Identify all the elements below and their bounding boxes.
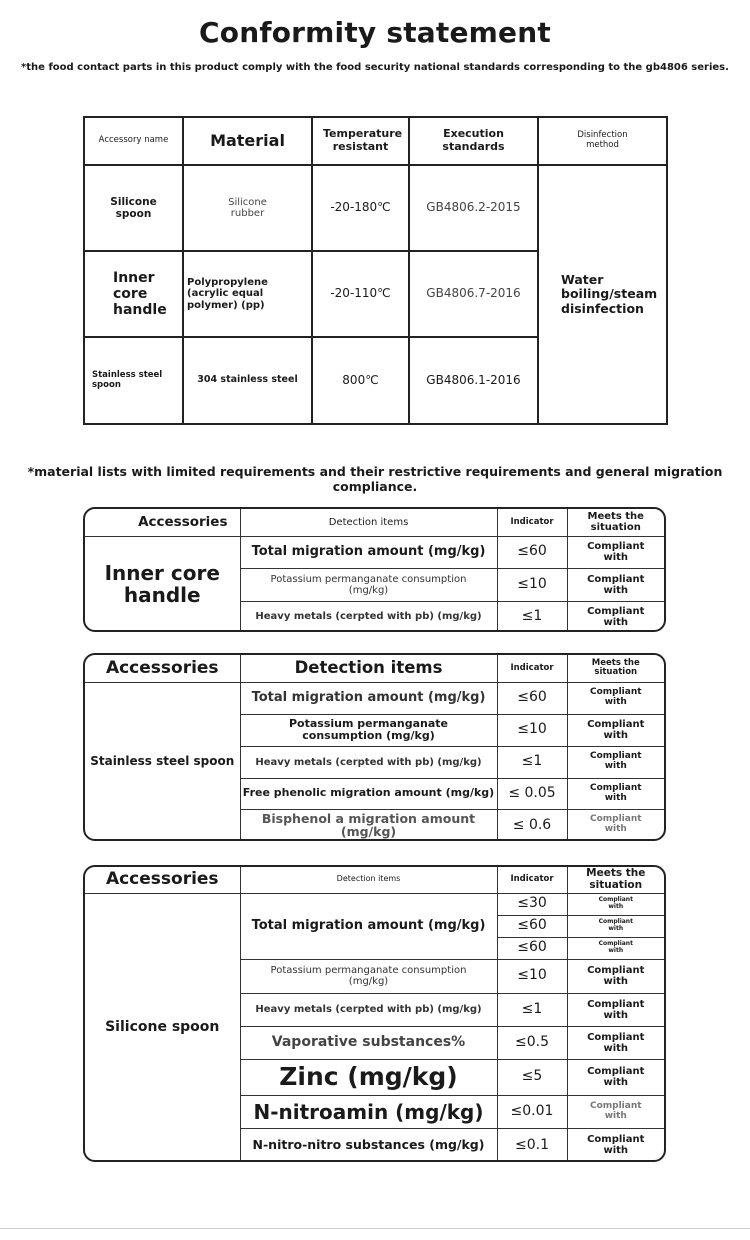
result-cell: Compliant with [567, 601, 664, 632]
item-cell: Heavy metals (cerpted with pb) (mg/kg) [240, 601, 497, 632]
item-cell: Total migration amount (mg/kg) [240, 536, 497, 568]
item-cell: Heavy metals (cerpted with pb) (mg/kg) [240, 993, 497, 1026]
header-detection-items: Detection items [240, 655, 497, 682]
material-cell: 304 stainless steel [183, 337, 312, 424]
result-cell: Compliant with [567, 746, 664, 778]
indicator-cell: ≤60 [497, 536, 567, 568]
table-row [85, 682, 664, 714]
indicator-cell: ≤0.1 [497, 1128, 567, 1162]
result-cell: Compliant with [567, 937, 664, 959]
accessory-cell: Inner core handle [85, 536, 240, 632]
result-cell: Compliant with [567, 536, 664, 568]
header-temperature: Temperature resistant [312, 117, 409, 165]
item-cell: N-nitro-nitro substances (mg/kg) [240, 1128, 497, 1162]
indicator-cell: ≤ 0.6 [497, 809, 567, 841]
standard-cell: GB4806.1-2016 [409, 337, 538, 424]
indicator-cell: ≤10 [497, 714, 567, 746]
header-disinfection: Disinfection method [538, 117, 667, 165]
header-meets: Meets the situation [567, 867, 664, 893]
header-standards: Execution standards [409, 117, 538, 165]
item-cell: Potassium permanganate consumption (mg/kg) [240, 568, 497, 601]
table-row [85, 536, 664, 568]
material-cell: Polypropylene (acrylic equal polymer) (pp) [183, 251, 312, 337]
temperature-cell: -20-180℃ [312, 165, 409, 251]
header-detection-items: Detection items [240, 509, 497, 536]
item-cell: N-nitroamin (mg/kg) [240, 1095, 497, 1128]
header-accessory-name: Accessory name [84, 117, 183, 165]
indicator-cell: ≤0.01 [497, 1095, 567, 1128]
material-table [83, 116, 668, 425]
result-cell: Compliant with [567, 714, 664, 746]
header-accessories: Accessories [85, 655, 240, 682]
item-cell: Free phenolic migration amount (mg/kg) [240, 778, 497, 809]
table-header-row [85, 509, 664, 536]
accessory-cell: Silicone spoon [85, 893, 240, 1162]
result-cell: Compliant with [567, 778, 664, 809]
indicator-cell: ≤1 [497, 746, 567, 778]
header-accessories: Accessories [85, 509, 240, 536]
stainless-steel-spoon-table [83, 653, 666, 841]
result-cell: Compliant with [567, 993, 664, 1026]
indicator-cell: ≤30 [497, 893, 567, 915]
header-accessories: Accessories [85, 867, 240, 893]
page-title: Conformity statement [199, 16, 551, 49]
header-indicator: Indicator [497, 509, 567, 536]
result-cell: Compliant with [567, 568, 664, 601]
result-cell: Compliant with [567, 682, 664, 714]
header-detection-items: Detection items [240, 867, 497, 893]
temperature-cell: 800℃ [312, 337, 409, 424]
item-cell: Potassium permanganate consumption (mg/kg) [240, 714, 497, 746]
indicator-cell: ≤1 [497, 993, 567, 1026]
disinfection-cell: Water boiling/steam disinfection [538, 165, 667, 424]
inner-core-handle-table [83, 507, 666, 632]
item-cell: Total migration amount (mg/kg) [240, 893, 497, 959]
material-table-header [84, 117, 667, 165]
result-cell: Compliant with [567, 1128, 664, 1162]
indicator-cell: ≤5 [497, 1059, 567, 1095]
accessory-cell: Stainless steel spoon [85, 682, 240, 841]
result-cell: Compliant with [567, 809, 664, 841]
indicator-cell: ≤60 [497, 937, 567, 959]
bottom-divider [0, 1228, 750, 1229]
temperature-cell: -20-110℃ [312, 251, 409, 337]
header-meets: Meets the situation [567, 509, 664, 536]
result-cell: Compliant with [567, 915, 664, 937]
material-cell: Silicone rubber [183, 165, 312, 251]
indicator-cell: ≤10 [497, 568, 567, 601]
accessory-cell: Inner core handle [84, 251, 183, 337]
item-cell: Bisphenol a migration amount (mg/kg) [240, 809, 497, 841]
item-cell: Total migration amount (mg/kg) [240, 682, 497, 714]
header-indicator: Indicator [497, 655, 567, 682]
result-cell: Compliant with [567, 1026, 664, 1059]
indicator-cell: ≤ 0.05 [497, 778, 567, 809]
result-cell: Compliant with [567, 1095, 664, 1128]
indicator-cell: ≤1 [497, 601, 567, 632]
accessory-cell: Silicone spoon [84, 165, 183, 251]
indicator-cell: ≤10 [497, 959, 567, 993]
result-cell: Compliant with [567, 893, 664, 915]
item-cell: Heavy metals (cerpted with pb) (mg/kg) [240, 746, 497, 778]
table-header-row [85, 867, 664, 893]
indicator-cell: ≤0.5 [497, 1026, 567, 1059]
header-meets: Meets the situation [567, 655, 664, 682]
item-cell: Zinc (mg/kg) [240, 1059, 497, 1095]
table-row [84, 165, 667, 251]
header-indicator: Indicator [497, 867, 567, 893]
item-cell: Vaporative substances% [240, 1026, 497, 1059]
result-cell: Compliant with [567, 959, 664, 993]
indicator-cell: ≤60 [497, 915, 567, 937]
accessory-cell: Stainless steel spoon [84, 337, 183, 424]
migration-note: *material lists with limited requirements and their restrictive requirements and general migration compliance. [27, 464, 723, 494]
silicone-spoon-table [83, 865, 666, 1162]
conformity-note: *the food contact parts in this product comply with the food security national standards corresponding to the gb4806 series. [21, 62, 729, 73]
table-row [85, 893, 664, 915]
result-cell: Compliant with [567, 1059, 664, 1095]
item-cell: Potassium permanganate consumption (mg/kg) [240, 959, 497, 993]
standard-cell: GB4806.2-2015 [409, 165, 538, 251]
header-material: Material [183, 117, 312, 165]
standard-cell: GB4806.7-2016 [409, 251, 538, 337]
indicator-cell: ≤60 [497, 682, 567, 714]
table-header-row [85, 655, 664, 682]
